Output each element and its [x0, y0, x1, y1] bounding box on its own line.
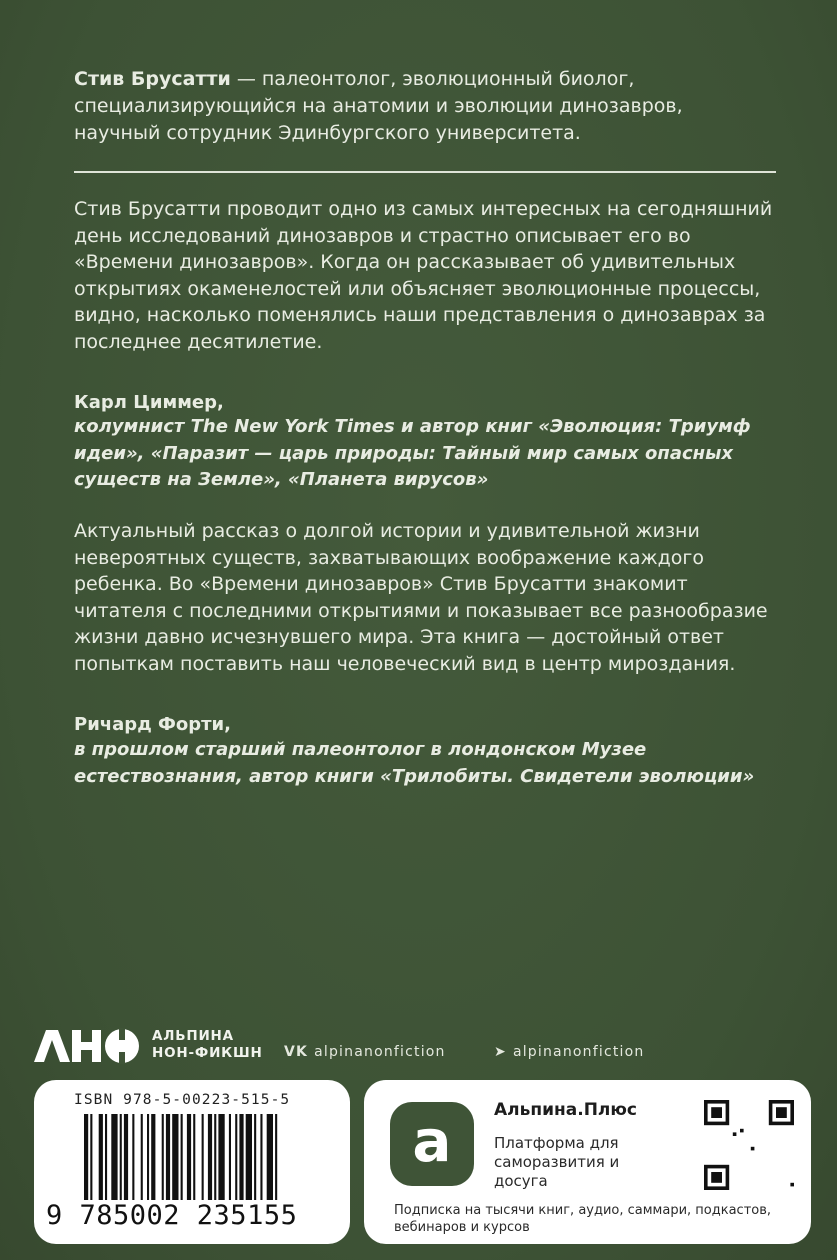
isbn-text: ISBN 978-5-00223-515-5	[74, 1092, 291, 1108]
reviewer-role: в прошлом старший палеонтолог в лондонском Музее естествознания, автор книги «Трилобиты. Свидетели эволюции»	[74, 739, 755, 787]
divider	[74, 171, 776, 173]
vk-link[interactable]: VK alpinanonfiction	[284, 1044, 446, 1060]
promo-note: Подписка на тысячи книг, аудио, саммари, подкастов, вебинаров и курсов	[394, 1203, 772, 1235]
telegram-link[interactable]: ➤ alpinanonfiction	[494, 1044, 645, 1060]
promo-title: Альпина.Плюс	[494, 1100, 637, 1120]
publisher-row	[34, 1028, 734, 1068]
promo-subtitle: Платформа для саморазвития и досуга	[494, 1134, 620, 1190]
author-bio-text: — палеонтолог, эволюционный биолог, специализирующийся на анатомии и эволюции динозавров, научный сотрудник Эдинбургского университета.	[74, 68, 683, 144]
app-icon: a	[390, 1102, 474, 1186]
reviewer-role: колумнист The New York Times и автор книг «Эволюция: Триумф идеи», «Паразит — царь природы: Тайный мир самых опасных существ на Земле», «Планета вирусов»	[74, 416, 751, 490]
vk-icon: VK	[284, 1044, 309, 1060]
barcode-digits: 9 785002 235155	[46, 1200, 346, 1231]
author-bio	[74, 66, 774, 147]
qr-code-icon[interactable]	[704, 1100, 794, 1190]
reviewer-name: Карл Циммер,	[74, 392, 224, 413]
author-name: Стив Брусатти	[74, 68, 231, 90]
review-quote: Актуальный рассказ о долгой истории и удивительной жизни невероятных существ, захватывающих воображение каждого ребенка. Во «Времени динозавров» Стив Брусатти знакомит читателя с последними открытиями и показывает все разнообразие жизни давно исчезнувшего мира. Эта книга — достойный ответ попыткам поставить наш человеческий вид в центр мироздания.	[74, 520, 768, 675]
publisher-logo-icon	[34, 1028, 144, 1064]
review-quote: Стив Брусатти проводит одно из самых интересных на сегодняшний день исследований динозавров и страстно описывает его во «Времени динозавров». Когда он рассказывает об удивительных открытиях окаменелостей или объясняет эволюционные процессы, видно, насколько поменялись наши представления о динозаврах за последнее десятилетие.	[74, 198, 773, 353]
barcode-panel	[34, 1080, 350, 1244]
reviewer-name: Ричард Форти,	[74, 714, 231, 735]
telegram-icon: ➤	[494, 1044, 507, 1060]
promo-panel	[364, 1080, 811, 1244]
publisher-name: АЛЬПИНА НОН-ФИКШН	[152, 1028, 263, 1061]
